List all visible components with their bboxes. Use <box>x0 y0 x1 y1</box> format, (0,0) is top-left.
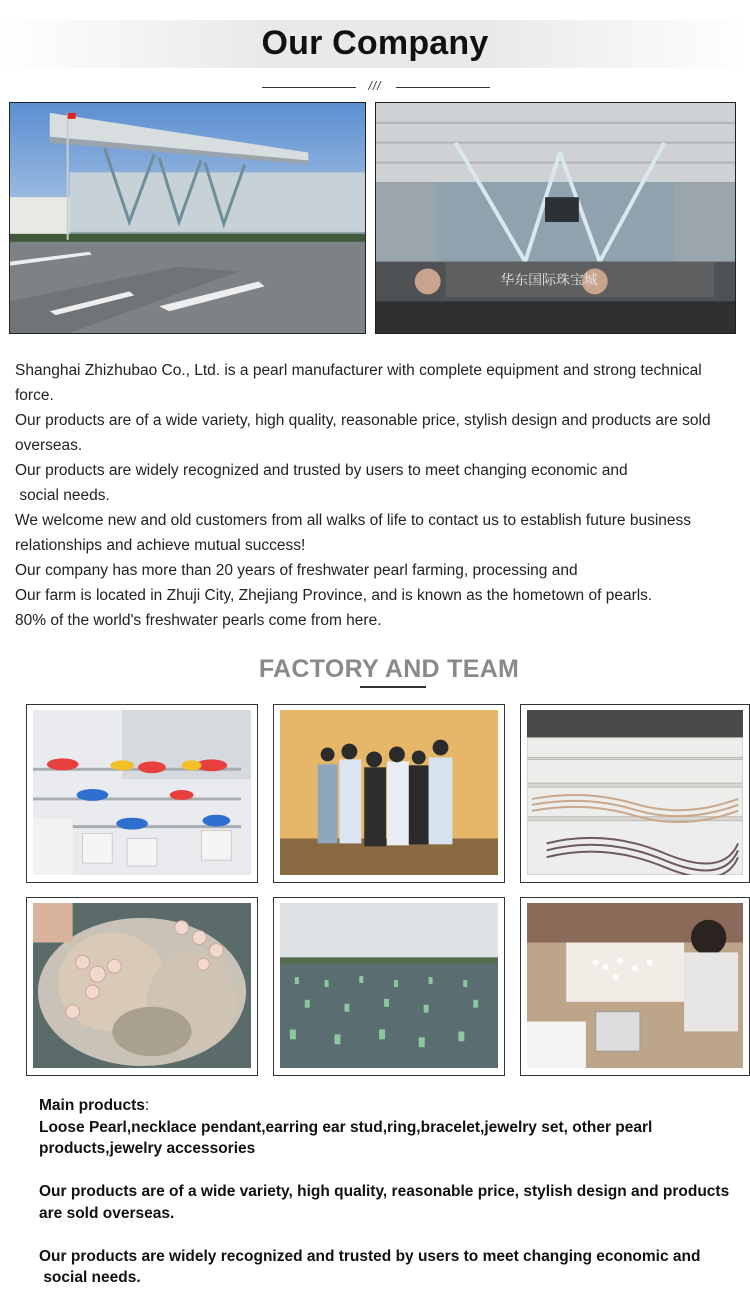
products-statement-variety: Our products are of a wide variety, high quality, reasonable price, stylish design and products are sold overseas. <box>39 1183 734 1222</box>
title-separator: /// <box>368 79 382 93</box>
company-intro <box>15 358 715 633</box>
factory-photo-basins <box>26 704 258 883</box>
factory-heading-underline <box>360 686 426 688</box>
factory-photo-pearl-farm <box>273 897 505 1076</box>
factory-photo-sorting <box>520 897 750 1076</box>
building-photo-right <box>375 102 736 334</box>
building-sign: 华东国际珠宝城 <box>500 272 598 289</box>
factory-heading: FACTORY AND TEAM <box>258 655 520 683</box>
intro-paragraph: 80% of the world's freshwater pearls come from here. <box>15 612 382 629</box>
main-products-colon: : <box>144 1097 150 1114</box>
intro-paragraph: Our company has more than 20 years of freshwater pearl farming, processing and <box>15 562 578 579</box>
intro-paragraph: Our products are of a wide variety, high quality, reasonable price, stylish design and products are sold overseas. <box>15 412 715 454</box>
intro-paragraph: Our products are widely recognized and trusted by users to meet changing economic and social needs. <box>15 462 628 504</box>
main-products-section <box>39 1095 739 1289</box>
intro-paragraph: Shanghai Zhizhubao Co., Ltd. is a pearl manufacturer with complete equipment and strong technical force. <box>15 362 707 404</box>
products-statement-recognized: Our products are widely recognized and trusted by users to meet changing economic and social needs. <box>39 1247 701 1286</box>
building-photo-left <box>9 102 366 334</box>
factory-photo-pearl-strands <box>520 704 750 883</box>
factory-photo-oyster <box>26 897 258 1076</box>
title-rule-left <box>262 87 356 88</box>
intro-paragraph: Our farm is located in Zhuji City, Zhejiang Province, and is known as the hometown of pearls. <box>15 587 653 604</box>
main-products-label: Main products <box>39 1097 145 1114</box>
page-title: Our Company <box>261 24 489 62</box>
title-rule-right <box>396 87 490 88</box>
main-products-list: Loose Pearl,necklace pendant,earring ear stud,ring,bracelet,jewelry set, other pearl products,jewelry accessories <box>39 1118 657 1157</box>
factory-photo-team <box>273 704 505 883</box>
intro-paragraph: We welcome new and old customers from all walks of life to contact us to establish future business relationships and achieve mutual success! <box>15 512 696 554</box>
